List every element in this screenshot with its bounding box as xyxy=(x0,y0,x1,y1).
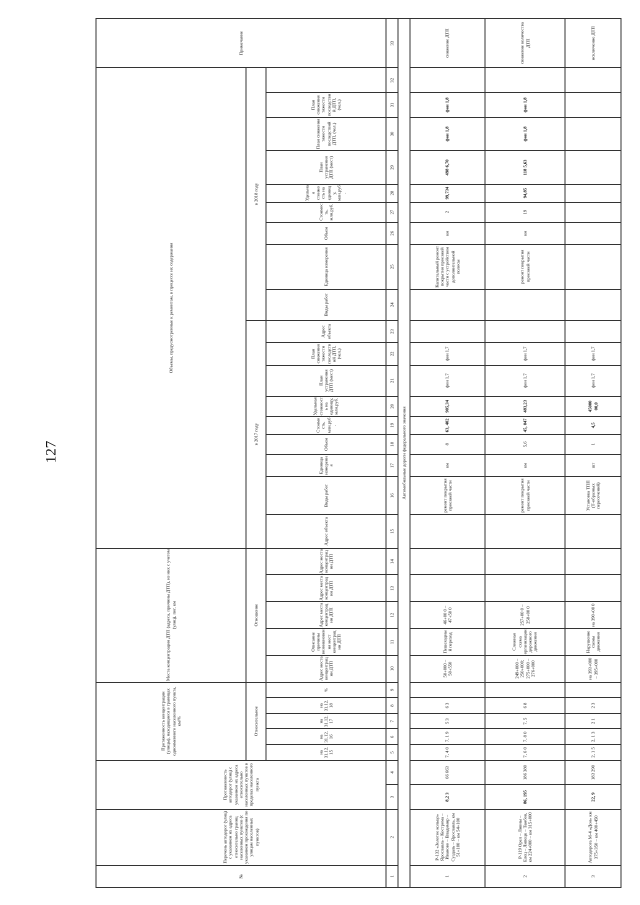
row-spec-18: 118 5,63 xyxy=(485,151,565,184)
colnum: 33 xyxy=(386,19,398,68)
h-3112-16: на 31.12.16 xyxy=(266,729,386,745)
h-addr-work-17: Адрес объекта xyxy=(266,515,386,548)
row-name: Р-119 Орел – Ливны – Елец – Липецк – Тамбов, км 224+000 – км 315+000 xyxy=(485,809,565,865)
header-num: № xyxy=(96,865,386,887)
row-note: снижение ДТП xyxy=(410,19,485,68)
row-c15: 7, 6 0 xyxy=(485,745,565,761)
row-kind-17: ремонт покрытия проезжей части xyxy=(410,477,485,515)
colnum: 14 xyxy=(386,548,398,575)
row-note: исключение ДТП xyxy=(565,19,621,68)
rotated-table-container xyxy=(95,18,620,888)
header-notes: Примечание xyxy=(96,19,386,68)
row-spec-17: 483,23 xyxy=(485,396,565,416)
row-cost-17: 4,5 xyxy=(565,416,621,434)
row-kind-17: Установка ТПП (Т-образных пересечений) xyxy=(565,477,621,515)
row-addr-work: 257+00 0 – 258+00 0 xyxy=(485,602,565,629)
h-cost-18: Стоимость, млн.руб. xyxy=(266,202,386,222)
row-unit-18 xyxy=(565,222,621,244)
colnum: 12 xyxy=(386,602,398,629)
row-plan1-17: фон 1,7 xyxy=(565,365,621,396)
row-unit-17: шт xyxy=(565,454,621,476)
colnum: 20 xyxy=(386,396,398,416)
row-length: 22, 9 xyxy=(565,785,621,810)
row-empty xyxy=(485,68,565,93)
row-empty xyxy=(485,289,565,320)
table-row xyxy=(565,19,621,888)
row-name: Автодорога М-4 «Дон» км 375+350 – км 400+450 xyxy=(565,809,621,865)
colnum: 10 xyxy=(386,655,398,682)
row-km: 66 663 xyxy=(410,760,485,785)
row-empty xyxy=(565,320,621,342)
row-c17: 2 1 xyxy=(565,713,621,729)
row-plan1-18 xyxy=(565,117,621,150)
row-plan2-17: фон 1,7 xyxy=(565,343,621,365)
h-3012-15: на 31.12.15 xyxy=(266,745,386,761)
page-number: 127 xyxy=(43,440,60,464)
row-addr-work: на 390+00 0 xyxy=(565,602,621,629)
colnum: 32 xyxy=(386,68,398,93)
row-cost-18: 99,734 xyxy=(410,184,485,202)
row-unit-17: км xyxy=(485,454,565,476)
row-empty xyxy=(410,575,485,602)
row-kind-18: Капитальный ремонт покрытия проезжей части с устройством дополнительной полосы xyxy=(410,244,485,289)
colnum: 28 xyxy=(386,184,398,202)
row-kind-18 xyxy=(565,244,621,289)
row-c18: 6 3 xyxy=(410,698,485,714)
colnum: 16 xyxy=(386,477,398,515)
row-empty xyxy=(485,515,565,548)
row-cost-17: 45, 047 xyxy=(485,416,565,434)
h-unit-18: Единица измерения xyxy=(266,244,386,289)
colnum: 30 xyxy=(386,117,398,150)
header-places-sub: Отношение xyxy=(246,548,266,682)
row-empty xyxy=(410,289,485,320)
h-plan1-17: План устранения ДТП (мест) xyxy=(266,365,386,396)
colnum: 27 xyxy=(386,202,398,222)
row-empty xyxy=(565,575,621,602)
colnum: 31 xyxy=(386,93,398,118)
colnum: 5 xyxy=(386,745,398,761)
table-frame xyxy=(95,18,620,888)
row-spec-17: 905,34 xyxy=(410,396,485,416)
colnum: 4 xyxy=(386,760,398,785)
row-plan2-17: фон 1,7 xyxy=(485,343,565,365)
colnum: 23 xyxy=(386,320,398,342)
row-name: Р-132 «Золотое кольцо» Ярославль – Кострома – Иваново – Владимир – Суздаль – Ярославль, км 51+100 – км 54+100 xyxy=(410,809,485,865)
table-row xyxy=(410,19,485,888)
row-reason: Сложная схема организации дорожного движения xyxy=(485,629,565,656)
header-row-3 xyxy=(266,19,386,888)
row-c17: 5 3 xyxy=(410,713,485,729)
row-spec-18: 498 6,70 xyxy=(410,151,485,184)
header-length: Протяженность автодорог (улиц) с указанием их адреса относительно населенных пунктов в пределах населенного пункта xyxy=(96,760,386,809)
row-kind-17: ремонт покрытия проезжей части xyxy=(485,477,565,515)
row-c15: 2, 1 5 xyxy=(565,745,621,761)
row-num: 2 xyxy=(485,865,565,887)
row-empty xyxy=(410,68,485,93)
row-reason: Нарушение схемы движения xyxy=(565,629,621,656)
row-addr: 50+000 – 50+550 xyxy=(410,655,485,682)
row-addr: на 393+000 – 395+000 xyxy=(565,655,621,682)
h-spare xyxy=(266,68,386,93)
h-plan2-17: План снижения тяжести последствий ДТП, (чел.) xyxy=(266,343,386,365)
header-row-1 xyxy=(96,19,246,888)
header-2017: в 2017 году xyxy=(246,320,266,548)
row-km: 183 290 xyxy=(565,760,621,785)
row-spec-18 xyxy=(565,151,621,184)
colnum-row xyxy=(386,19,398,888)
colnum: 9 xyxy=(386,682,398,698)
colnum: 24 xyxy=(386,289,398,320)
colnum: 26 xyxy=(386,222,398,244)
h-plan2-18: План снижения тяжести последствий ДТП, (чел.) xyxy=(266,117,386,150)
row-length: 86, 195 xyxy=(485,785,565,810)
row-reason: Пешеходный переход xyxy=(410,629,485,656)
row-km: 186 380 xyxy=(485,760,565,785)
row-empty xyxy=(565,548,621,575)
row-cost-18 xyxy=(565,184,621,202)
h-cost-17: Стоимость, млн.руб. xyxy=(266,416,386,434)
colnum: 15 xyxy=(386,515,398,548)
h-spec-18: Удельная стоимость на единицу, млн.руб. xyxy=(266,184,386,202)
h-kind-18: Виды работ xyxy=(266,289,386,320)
row-volume-17: 1 xyxy=(565,434,621,454)
row-pct xyxy=(410,682,485,698)
header-concentration: Протяженность концентрации (улицы), находящиеся в границах одноименного населенного пункта, км/% xyxy=(96,682,246,760)
row-plan2-17: фон 1,7 xyxy=(410,343,485,365)
header-name: Перечень автодорог (улиц) с указанием их адреса относительно границ населенных пунктов (с указанием прохождения по улицам населенных пунктов) xyxy=(96,809,386,865)
row-plan1-17: фон 1,7 xyxy=(485,365,565,396)
colnum: 8 xyxy=(386,698,398,714)
row-volume-18: 2 xyxy=(410,202,485,222)
h-reasons: Описание причины возникновения мест концентрации ДТП xyxy=(266,629,386,656)
row-volume-18 xyxy=(565,202,621,222)
h-addr-dtp-17: Адрес места концентрации ДТП xyxy=(266,602,386,629)
row-plan1-18: фон 1,8 xyxy=(410,117,485,150)
row-plan2-18 xyxy=(565,93,621,118)
colnum: 25 xyxy=(386,244,398,289)
colnum: 19 xyxy=(386,416,398,434)
h-spec-17: Удельная стоимость на единицу, млн.руб. xyxy=(266,396,386,416)
h-volume-18: Объем xyxy=(266,222,386,244)
row-empty xyxy=(565,68,621,93)
h-unit-17: Единица измерения xyxy=(266,454,386,476)
h-pct: % xyxy=(266,682,386,698)
row-c16: 7, 1 9 xyxy=(410,729,485,745)
row-empty xyxy=(485,548,565,575)
row-volume-17: 5,6 xyxy=(485,434,565,454)
row-volume-17: 8 xyxy=(410,434,485,454)
header-places: Места концентрации ДТП (адреса, причины ДТП), из них с учетом (улиц), пог. км xyxy=(96,548,246,682)
h-3112-17: на 31.12.17 xyxy=(266,713,386,729)
row-c16: 2, 1 3 xyxy=(565,729,621,745)
colnum: 17 xyxy=(386,454,398,476)
row-unit-18: км xyxy=(410,222,485,244)
row-kind-18: ремонт покрытия проезжей части xyxy=(485,244,565,289)
h-volume-17: Объем xyxy=(266,434,386,454)
h-addr-dtp: Адрес места концентрации ДТП xyxy=(266,655,386,682)
row-empty xyxy=(485,575,565,602)
colnum: 3 xyxy=(386,785,398,810)
colnum: 22 xyxy=(386,343,398,365)
colnum: 1 xyxy=(386,865,398,887)
row-c18: 6 8 xyxy=(485,698,565,714)
header-works: Объемы, предусмотренные к ремонтам, в процессе их содержания xyxy=(96,68,246,548)
row-unit-18: км xyxy=(485,222,565,244)
row-length: 8,2 3 xyxy=(410,785,485,810)
h-3112-18: на 31.12.18 xyxy=(266,698,386,714)
section-row xyxy=(398,19,410,888)
row-empty xyxy=(410,320,485,342)
row-pct xyxy=(485,682,565,698)
row-spec-17: 45000 00,0 xyxy=(565,396,621,416)
h-addr-dtp-extra: Адрес места концентрации ДТП xyxy=(266,548,386,575)
row-addr-work: 46+00 0 – 47+50 0 xyxy=(410,602,485,629)
row-plan1-18: фон 1,8 xyxy=(485,117,565,150)
row-empty xyxy=(565,515,621,548)
row-num: 1 xyxy=(410,865,485,887)
data-table xyxy=(95,18,621,888)
colnum: 21 xyxy=(386,365,398,396)
colnum: 29 xyxy=(386,151,398,184)
colnum: 11 xyxy=(386,629,398,656)
h-kind-17: Виды работ xyxy=(266,477,386,515)
row-pct xyxy=(565,682,621,698)
row-cost-17: 63, 402 xyxy=(410,416,485,434)
section-title: Автомобильные дороги федерального значения xyxy=(398,19,410,888)
row-c16: 7, 8 0 xyxy=(485,729,565,745)
row-empty xyxy=(485,320,565,342)
row-num: 3 xyxy=(565,865,621,887)
row-c18: 2 3 xyxy=(565,698,621,714)
h-plan1-18: План устранения ДТП (мест) xyxy=(266,151,386,184)
header-concentration-sub: Относительное xyxy=(246,682,266,760)
row-volume-18: 19 xyxy=(485,202,565,222)
h-plan-extra: План снижения тяжести последствий ДТП, (чел.) xyxy=(266,93,386,118)
colnum: 7 xyxy=(386,713,398,729)
row-addr: 249+000 – 250+000; 275+000 – 276+000 xyxy=(485,655,565,682)
row-c15: 7, 4 0 xyxy=(410,745,485,761)
colnum: 13 xyxy=(386,575,398,602)
row-plan2-18: фон 1,8 xyxy=(410,93,485,118)
h-addr-work-18: Адрес объекта xyxy=(266,320,386,342)
row-empty xyxy=(565,289,621,320)
row-note: снижение количества ДТП xyxy=(485,19,565,68)
colnum: 2 xyxy=(386,809,398,865)
row-empty xyxy=(410,548,485,575)
row-unit-17: км xyxy=(410,454,485,476)
row-plan1-17: фон 1,7 xyxy=(410,365,485,396)
row-c17: 7, 5 xyxy=(485,713,565,729)
colnum: 18 xyxy=(386,434,398,454)
header-row-2 xyxy=(246,19,266,888)
colnum: 6 xyxy=(386,729,398,745)
table-row xyxy=(485,19,565,888)
row-plan2-18: фон 1,8 xyxy=(485,93,565,118)
row-cost-18: 94,85 xyxy=(485,184,565,202)
h-addr-dtp-18: Адрес места концентрации ДТП xyxy=(266,575,386,602)
header-2018: в 2018 году xyxy=(246,68,266,321)
row-empty xyxy=(410,515,485,548)
